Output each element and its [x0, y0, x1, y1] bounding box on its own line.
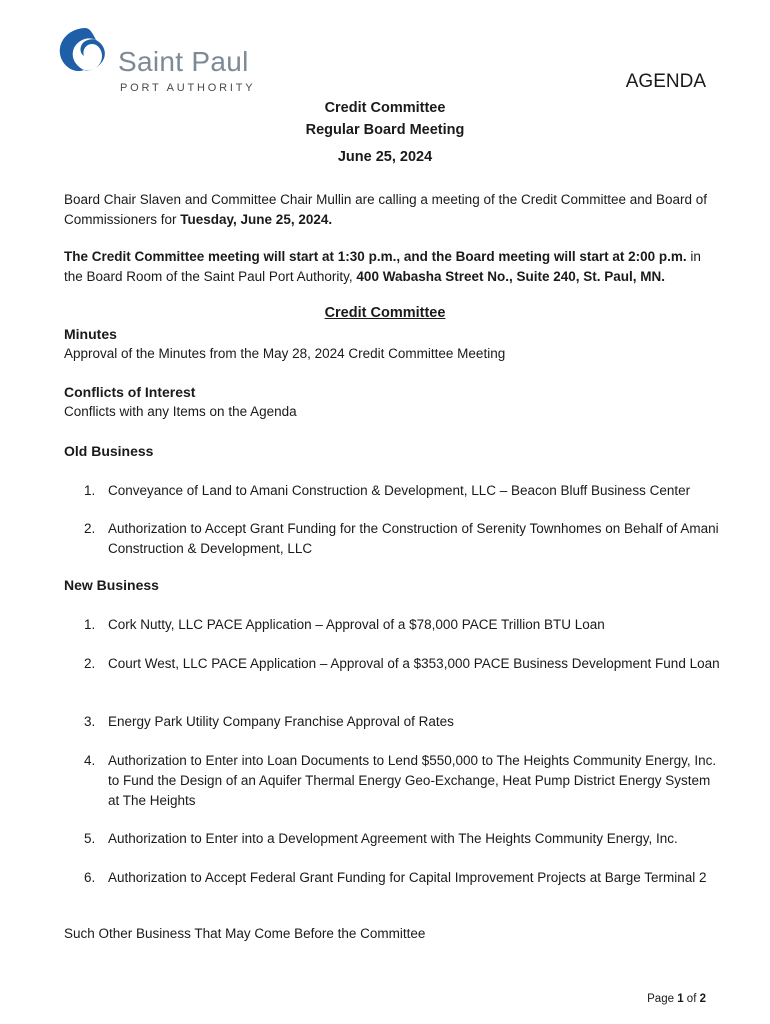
item-text: Authorization to Accept Federal Grant Funding for Capital Improvement Projects at Barge Terminal 2	[108, 870, 707, 885]
item-number: 4.	[84, 753, 96, 768]
minutes-heading: Minutes	[64, 326, 117, 342]
new-business-heading: New Business	[64, 577, 159, 593]
title-line-1: Credit Committee	[324, 100, 446, 116]
port-authority-logo	[56, 26, 266, 96]
current-page: 1	[677, 993, 684, 1005]
times-paragraph	[64, 247, 714, 287]
times-text: in the Board Room of the Saint Paul Port Authority,	[64, 249, 701, 284]
old-business-heading: Old Business	[64, 443, 154, 459]
intro-paragraph	[64, 190, 714, 230]
item-number: 2.	[84, 656, 96, 671]
item-number: 2.	[84, 521, 96, 536]
times-bold: The Credit Committee meeting will start at 1:30 p.m., and the Board meeting will start at 2:00 p.m.	[64, 249, 687, 264]
item-number: 5.	[84, 831, 96, 846]
item-number: 1.	[84, 617, 96, 632]
item-text: Court West, LLC PACE Application – Approval of a $353,000 PACE Business Development Fund Loan	[108, 656, 720, 671]
minutes-text: Approval of the Minutes from the May 28, 2024 Credit Committee Meeting	[64, 346, 506, 361]
conflicts-heading: Conflicts of Interest	[64, 384, 196, 400]
item-number: 1.	[84, 483, 96, 498]
logo-subtitle: PORT AUTHORITY	[120, 82, 256, 94]
intro-text: Board Chair Slaven and Committee Chair Mullin are calling a meeting of the Credit Committee and Board of Commissioners for	[64, 192, 708, 227]
page-word: Page	[647, 993, 678, 1005]
item-text: Energy Park Utility Company Franchise Approval of Rates	[108, 714, 454, 729]
item-text: Authorization to Enter into a Development Agreement with The Heights Community Energy, Inc.	[108, 831, 678, 846]
agenda-label: AGENDA	[625, 71, 706, 92]
item-text: Conveyance of Land to Amani Construction & Development, LLC – Beacon Bluff Business Center	[108, 483, 691, 498]
page-number	[647, 993, 706, 1005]
of-word: of	[683, 993, 700, 1005]
total-pages: 2	[699, 993, 706, 1005]
item-number: 3.	[84, 714, 96, 729]
intro-date: Tuesday, June 25, 2024.	[180, 212, 333, 227]
title-line-2: Regular Board Meeting	[305, 122, 465, 138]
item-text: Cork Nutty, LLC PACE Application – Approval of a $78,000 PACE Trillion BTU Loan	[108, 617, 605, 632]
conflicts-text: Conflicts with any Items on the Agenda	[64, 404, 297, 419]
meeting-address: 400 Wabasha Street No., Suite 240, St. Paul, MN.	[356, 269, 666, 284]
item-text: Authorization to Accept Grant Funding for the Construction of Serenity Townhomes on Behalf of Amani Construction & Development, LLC	[108, 521, 719, 556]
item-text: Authorization to Enter into Loan Documents to Lend $550,000 to The Heights Community Energy, Inc. to Fund the Design of an Aquifer Thermal Energy Geo-Exchange, Heat Pump District Energy System at The Heights	[108, 753, 717, 808]
section-title: Credit Committee	[324, 305, 446, 321]
item-number: 6.	[84, 870, 96, 885]
meeting-date: June 25, 2024	[337, 149, 433, 165]
saint-paul-logo-mark-icon	[56, 26, 112, 78]
meeting-title-block	[0, 97, 770, 168]
other-business-text: Such Other Business That May Come Before the Committee	[64, 926, 426, 941]
logo-name: Saint Paul	[118, 46, 249, 77]
